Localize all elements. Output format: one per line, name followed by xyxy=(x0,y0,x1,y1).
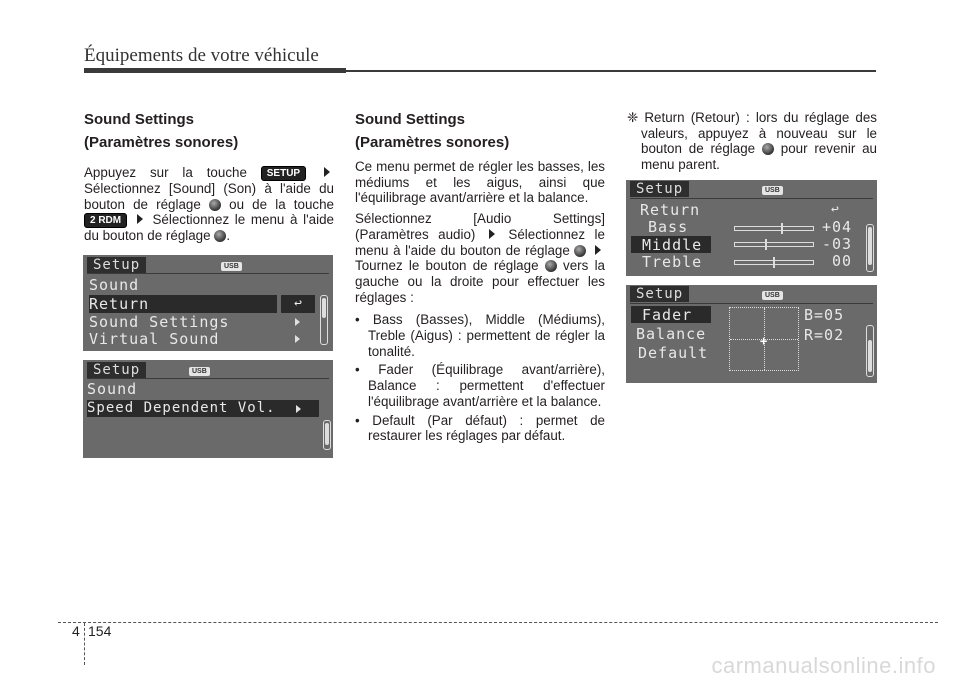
text: Tournez le bouton de réglage xyxy=(355,258,539,274)
text: Sélectionnez [Sound] (Son) à l'aide du bouton de réglage xyxy=(84,181,334,212)
divider xyxy=(87,273,329,274)
tune-knob-icon xyxy=(762,143,774,155)
bass-slider[interactable] xyxy=(734,226,814,231)
text: Bass (Basses), Middle (Médiums), Treble (Aigus) : permettent de régler la tonalité. xyxy=(368,312,605,359)
setup-tab: Setup xyxy=(630,181,689,197)
scrollbar[interactable] xyxy=(866,325,874,377)
scrollbar[interactable] xyxy=(866,224,874,272)
bullet-list xyxy=(355,312,605,444)
heading-sub: (Paramètres sonores) xyxy=(355,134,510,151)
heading: Sound Settings xyxy=(84,111,194,128)
menu-item-sound-settings[interactable]: Sound Settings xyxy=(89,313,230,331)
usb-badge: USB xyxy=(762,291,783,300)
row-fader[interactable]: Fader xyxy=(631,306,711,323)
fader-value: B=05 xyxy=(804,306,845,324)
tone-row-treble[interactable]: Treble xyxy=(642,253,703,271)
column-2 xyxy=(355,110,605,444)
arrow-icon xyxy=(489,229,495,239)
row-default[interactable]: Default xyxy=(638,344,709,362)
text: Return (Retour) : lors du réglage des valeurs, appuyez à nouveau sur le bouton de réglage xyxy=(641,110,877,157)
column-3 xyxy=(627,110,877,173)
chevron-right-icon xyxy=(296,405,301,413)
menu-title: Sound xyxy=(89,276,140,294)
footer-divider xyxy=(84,623,85,665)
position-marker-icon: + xyxy=(760,334,768,348)
heading: Sound Settings xyxy=(355,111,465,128)
divider xyxy=(630,303,873,304)
text: ou de la touche xyxy=(229,196,334,212)
chapter-number: 4 xyxy=(72,623,80,639)
list-item: • Fader (Équilibrage avant/arrière), Balance : permettent d'effectuer l'équilibrage avant/arrière et la balance. xyxy=(355,362,605,409)
setup-tab: Setup xyxy=(630,286,689,302)
text: Sélectionnez le menu à l'aide du bouton de réglage xyxy=(355,226,605,258)
divider xyxy=(630,198,873,199)
tone-row-bass[interactable]: Bass xyxy=(648,218,689,236)
menu-title: Sound xyxy=(87,380,138,398)
tune-knob-icon xyxy=(574,245,586,257)
bass-value: +04 xyxy=(822,218,853,236)
arrow-icon xyxy=(324,167,330,177)
text: Default (Par défaut) : permet de restaurer les réglages par défaut. xyxy=(368,412,605,444)
tone-row-return[interactable]: Return xyxy=(640,201,701,219)
divider xyxy=(87,378,329,379)
page-header-title: Équipements de votre véhicule xyxy=(84,45,319,66)
setup-tab: Setup xyxy=(87,257,146,273)
tune-knob-icon xyxy=(545,260,557,272)
list-item: • Bass (Basses), Middle (Médiums), Treble (Aigus) : permettent de régler la tonalité. xyxy=(355,312,605,359)
text: Appuyez sur la touche xyxy=(84,165,247,180)
heading-sub: (Paramètres sonores) xyxy=(84,134,239,151)
scrollbar[interactable] xyxy=(323,420,331,450)
watermark: carmanualsonline.info xyxy=(711,653,936,678)
menu-item-return[interactable]: Return xyxy=(89,295,277,313)
row-balance[interactable]: Balance xyxy=(636,325,707,343)
note xyxy=(627,110,877,173)
return-icon: ↩ xyxy=(281,295,315,313)
rdm-key-icon: 2 RDM xyxy=(84,213,127,228)
footer-rule xyxy=(58,622,938,623)
middle-value: -03 xyxy=(822,235,853,253)
setup-tab: Setup xyxy=(87,362,146,378)
setup-key-icon: SETUP xyxy=(261,166,306,181)
chevron-right-icon xyxy=(295,335,300,343)
text: Sélectionnez [Audio Settings] (Paramètres audio) xyxy=(355,211,605,242)
treble-slider[interactable] xyxy=(734,260,814,265)
usb-badge: USB xyxy=(189,367,210,376)
screen-sound-submenu xyxy=(83,360,333,458)
scrollbar[interactable] xyxy=(320,295,328,345)
return-icon: ↩ xyxy=(831,202,839,217)
menu-item-virtual-sound[interactable]: Virtual Sound xyxy=(89,330,220,348)
instructions xyxy=(84,165,334,244)
balance-value: R=02 xyxy=(804,326,845,344)
note-mark: ❈ xyxy=(627,110,639,125)
text: vers la gauche ou la droite pour effectuer les réglages : xyxy=(355,258,605,305)
chevron-right-icon xyxy=(295,318,300,326)
tone-row-middle[interactable]: Middle xyxy=(631,236,711,253)
paragraph: Ce menu permet de régler les basses, les médiums et les aigus, ainsi que l'équilibrage avant/arrière et la balance. xyxy=(355,159,605,206)
tune-knob-icon xyxy=(214,230,226,242)
header-bar xyxy=(84,68,346,73)
text: Sélectionnez le menu à l'aide du bouton de réglage xyxy=(84,212,334,244)
list-item: • Default (Par défaut) : permet de restaurer les réglages par défaut. xyxy=(355,412,605,444)
text: . xyxy=(226,228,231,244)
usb-badge: USB xyxy=(762,186,783,195)
screen-sound-menu xyxy=(83,255,333,351)
middle-slider[interactable] xyxy=(734,242,814,247)
text: Fader (Équilibrage avant/arrière), Balance : permettent d'effectuer l'équilibrage avant/arrière et la balance. xyxy=(368,362,605,409)
arrow-icon xyxy=(137,214,143,224)
treble-value: 00 xyxy=(832,252,853,270)
tune-knob-icon xyxy=(209,199,221,211)
instructions xyxy=(355,211,605,305)
column-1 xyxy=(84,110,334,244)
text: pour revenir au menu parent. xyxy=(641,141,877,173)
arrow-icon xyxy=(595,245,601,255)
screen-fader-balance xyxy=(626,285,877,383)
page-number: 154 xyxy=(88,623,112,639)
menu-item-speed-dependent-vol[interactable]: Speed Dependent Vol. xyxy=(87,400,319,417)
header-rule xyxy=(346,70,876,72)
screen-tone-settings xyxy=(626,180,877,276)
fader-balance-grid[interactable] xyxy=(729,307,799,371)
usb-badge: USB xyxy=(221,262,242,271)
